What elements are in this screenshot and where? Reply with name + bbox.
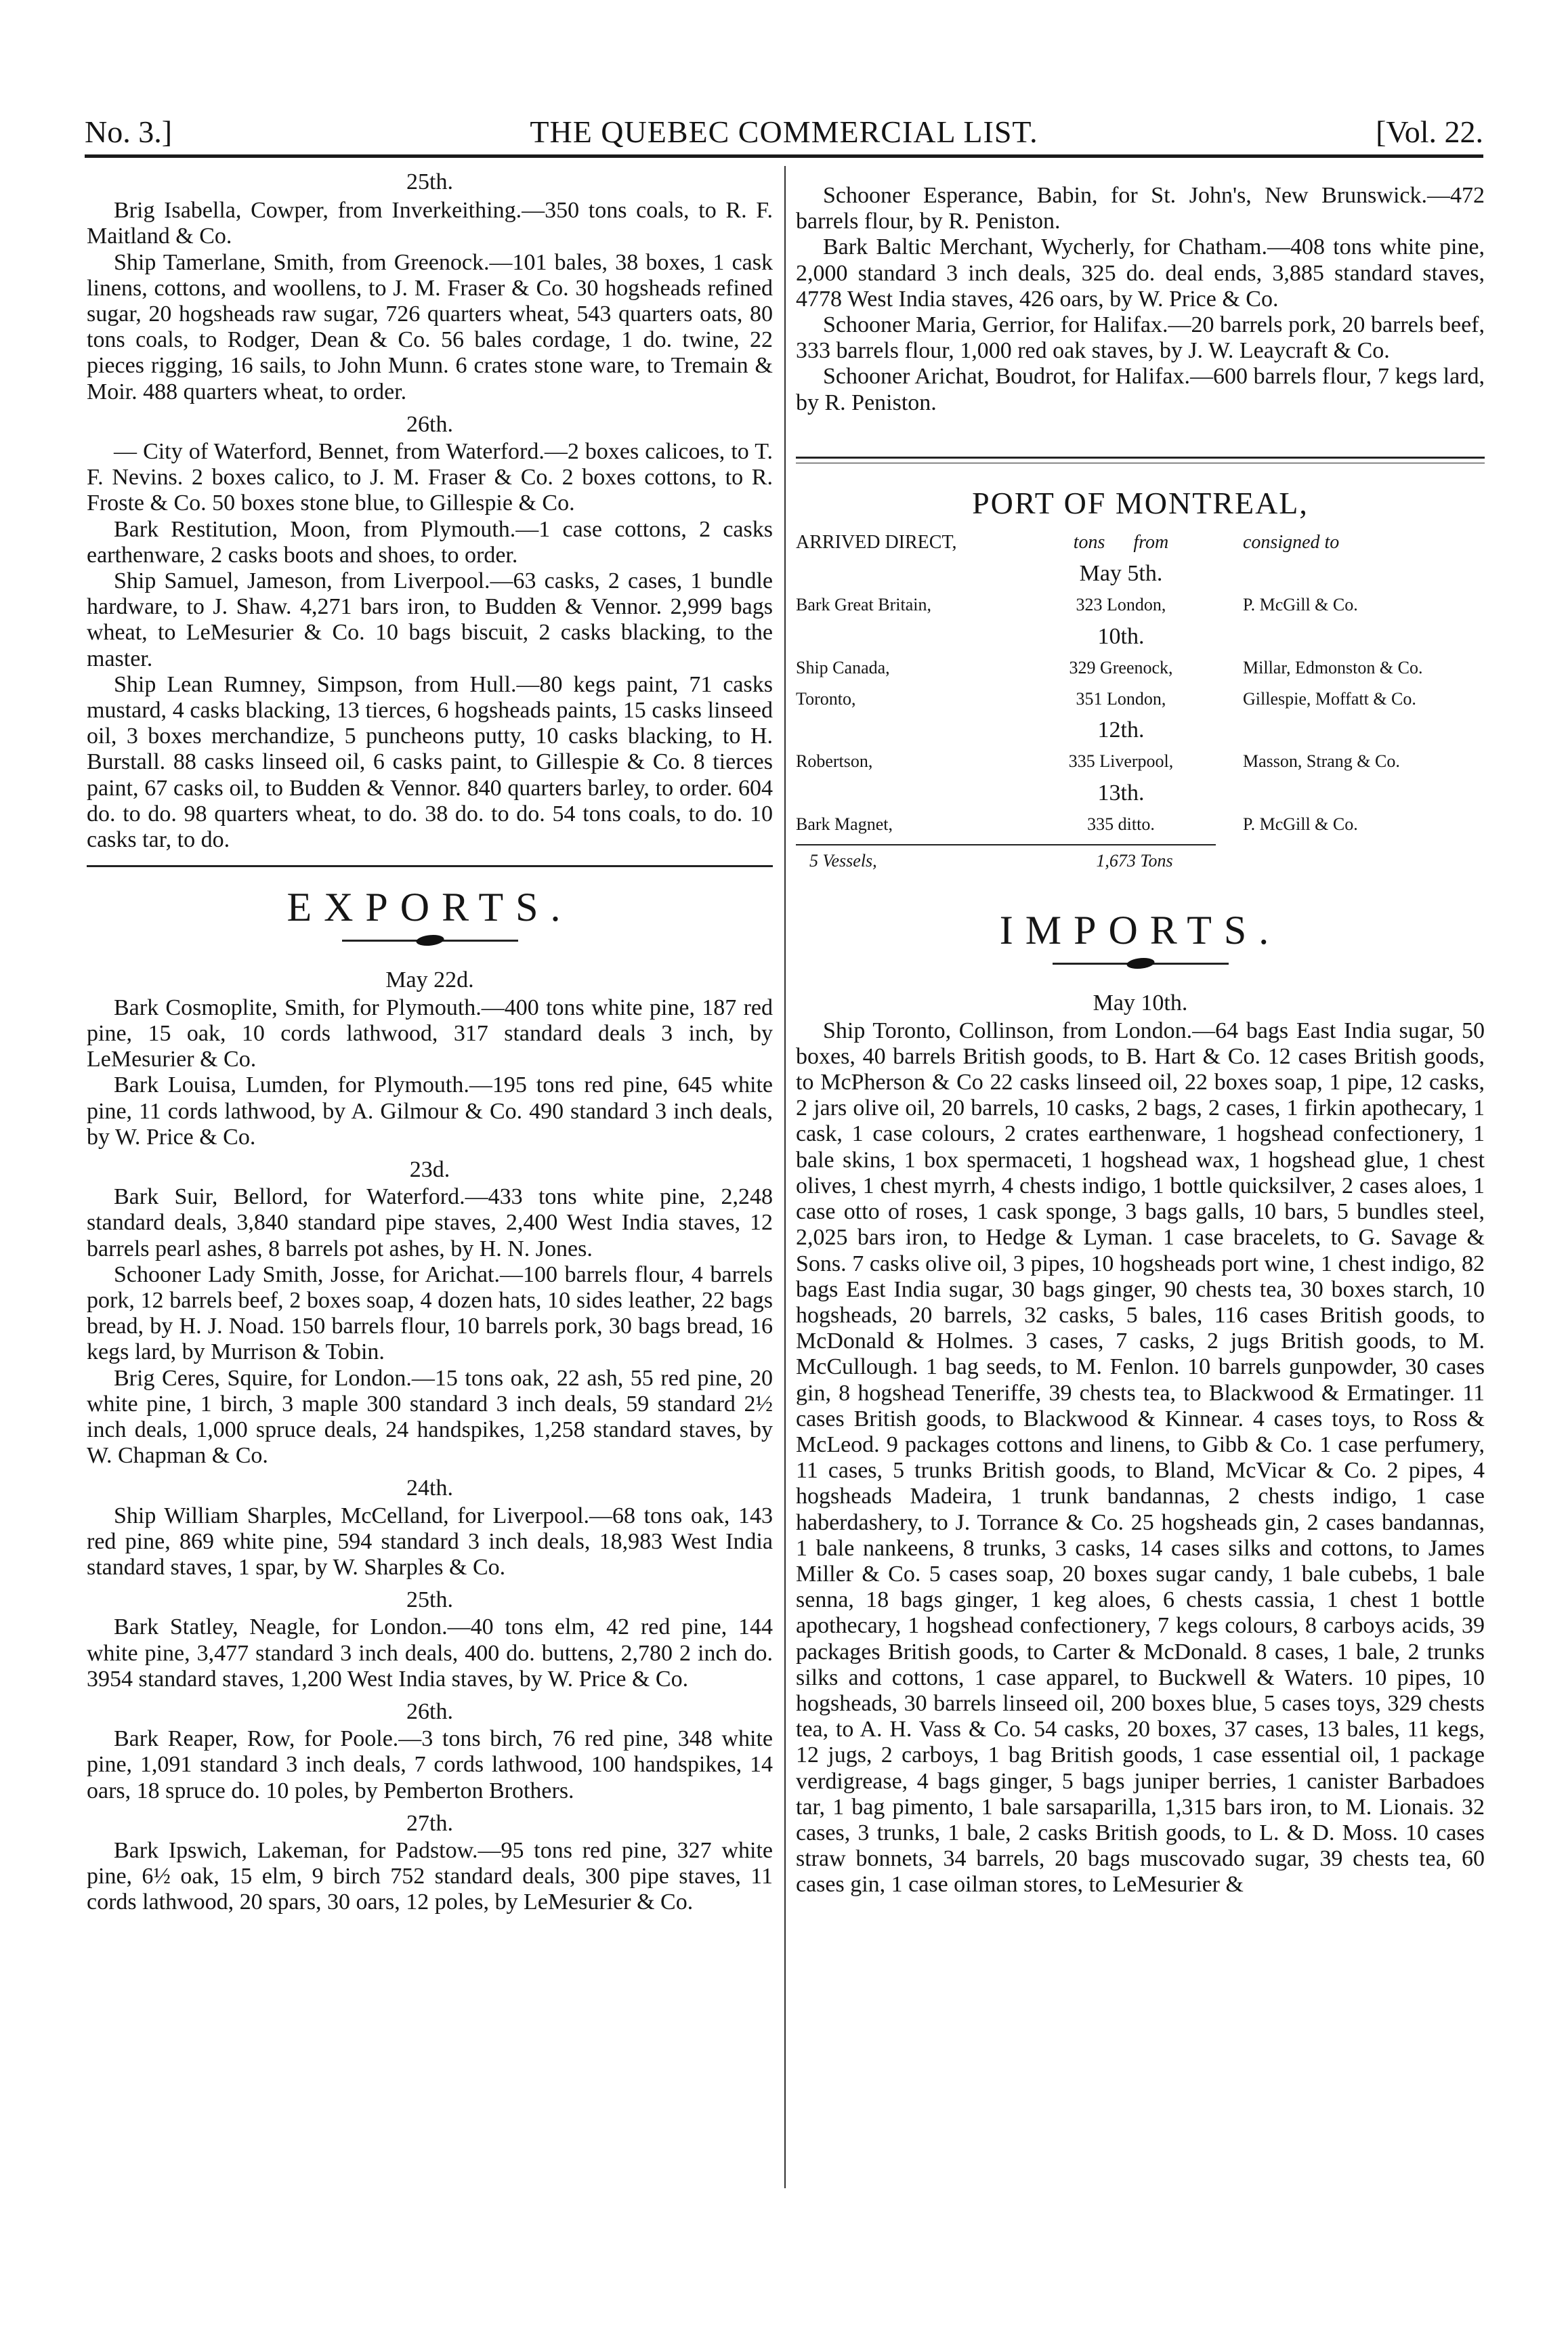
entry-paragraph: Bark Louisa, Lumden, for Plymouth.—195 tons red pine, 645 white pine, 11 cords lathwood, by A. Gilmour & Co. 490 standard 3 inch deals, by W. Price & Co. <box>87 1072 773 1150</box>
vessel-name: Robertson, <box>796 751 873 772</box>
entry-paragraph: Bark Cosmoplite, Smith, for Plymouth.—400 tons white pine, 187 red pine, 15 oak, 10 cords lathwood, 317 standard deals 3 inch, by LeMesurier & Co. <box>87 995 773 1072</box>
header-tons-from <box>999 527 1243 558</box>
tons-from: 335 ditto. <box>1087 814 1155 834</box>
date-heading: 25th. <box>406 169 453 194</box>
date-heading: 23d. <box>409 1156 450 1182</box>
consignee: Gillespie, Moffatt & Co. <box>1243 689 1416 709</box>
date-heading: 27th. <box>406 1810 453 1836</box>
arrival-date: 10th. <box>1097 623 1145 649</box>
tons-from: 351 London, <box>1076 689 1166 709</box>
header-rule <box>85 154 1483 158</box>
left-column <box>87 169 773 1916</box>
ornament-divider <box>1053 957 1229 970</box>
volume-number: [Vol. 22. <box>1376 114 1483 149</box>
entry-paragraph: Ship Samuel, Jameson, from Liverpool.—63 casks, 2 cases, 1 bundle hardware, to J. Shaw. 4,271 bars iron, to Budden & Vennor. 2,999 bags wheat, to LeMesurier & Co. 10 bags biscuit, 2 casks blacking, to the master. <box>87 568 773 671</box>
arrivals-list <box>87 439 773 853</box>
exports-list <box>87 967 773 1915</box>
arrival-date: May 5th. <box>1079 561 1163 587</box>
date-heading: 25th. <box>406 1587 453 1613</box>
date-heading: 24th. <box>406 1476 453 1501</box>
tons-from: 335 Liverpool, <box>1068 751 1174 772</box>
section-double-rule <box>796 457 1485 463</box>
arrivals-table-header <box>796 527 1485 558</box>
entry-paragraph: Bark Reaper, Row, for Poole.—3 tons birch, 76 red pine, 348 white pine, 1,091 standard 3 inch deals, 7 cords lathwood, 100 handspikes, 14 oars, 18 spruce do. 10 poles, by Pemberton Brothers. <box>87 1726 773 1803</box>
entry-paragraph: Ship Lean Rumney, Simpson, from Hull.—80 kegs paint, 71 casks mustard, 4 casks blacking, 13 tierces, 6 hogsheads paints, 15 casks linseed oil, 3 boxes merchandize, 5 puncheons putty, 10 casks blacking, to H. Burstall. 88 casks linseed oil, 6 casks paint, to Gillespie & Co. 8 tierces paint, 67 casks oil, to Budden & Vennor. 840 quarters barley, to order. 604 do. to do. 98 quarters wheat, to do. 38 do. to do. 54 tons coals, to do. 10 casks tar, to do. <box>87 671 773 853</box>
imports-paragraph: Ship Toronto, Collinson, from London.—64 bags East India sugar, 50 boxes, 40 barrels British goods, to B. Hart & Co. 12 cases British goods, to McPherson & Co 22 casks linseed oil, 22 boxes soap, 1 pipe, 12 casks, 2 jars olive oil, 20 barrels, 10 casks, 2 bags, 2 cases, 1 firkin apothecary, 1 cask, 1 case colours, 2 crates earthenware, 1 hogshead confectionery, 1 bale skins, 1 box spermaceti, 1 hogshead wax, 1 hogshead glue, 1 chest olives, 1 chest myrrh, 4 chests indigo, 1 bottle quicksilver, 2 cases aloes, 1 case otto of roses, 1 cask sponge, 3 bags galls, 10 bars, 5 bundles steel, 2,025 bars iron, to Hedge & Lyman. 1 case bracelets, to G. Savage & Sons. 7 casks olive oil, 3 pipes, 10 hogsheads port wine, 1 chest indigo, 82 bags East India sugar, 30 bags ginger, 90 chests tea, 30 boxes starch, 10 hogsheads, 20 barrels, 32 casks, 5 bales, 116 cases British goods, to McDonald & Holmes. 3 cases, 7 casks, 2 jugs British goods, to M. McCullough. 1 bag seeds, to M. Fenlon. 10 barrels gunpowder, 30 cases gin, 8 hogshead Teneriffe, 39 chests tea, to Blackwood & Ermatinger. 11 cases British goods, to Blackwood & Kinnear. 4 cases toys, to Ross & McLeod. 9 packages cottons and linens, to Gibb & Co. 1 case perfumery, 11 cases, 5 trunks British goods, to Bland, McVicar & Co. 2 pipes, 4 hogsheads Madeira, 1 trunk bandannas, 2 chests indigo, 1 case haberdashery, to J. Torrance & Co. 25 hogsheads gin, 2 cases bandannas, 1 bale nankeens, 8 trunks, 3 casks, 14 cases silks and cottons, to James Miller & Co. 5 cases soap, 20 boxes sugar candy, 1 bale cubebs, 1 bale senna, 18 bags ginger, 1 keg aloes, 6 chests cassia, 1 chest 1 bottle apothecary, 1 hogshead confectionery, 7 kegs colours, 8 carboys acids, 39 packages British goods, to Carter & McDonald. 8 cases, 1 bale, 2 trunks silks and cottons, 1 case apparel, to Buckwell & Waters. 10 pipes, 10 hogsheads, 30 barrels linseed oil, 200 boxes blue, 5 cases toys, 329 chests tea, to A. H. Vass & Co. 54 casks, 20 boxes, 37 cases, 13 bales, 11 kegs, 12 jugs, 2 carboys, 1 bag British goods, 1 case essential oil, 1 package verdigrease, 4 bags ginger, 5 bags juniper berries, 1 canister Barbadoes tar, 1 bag pimento, 1 bale sarsaparilla, 1,315 bars iron, to M. Lionais. 32 cases, 3 trunks, 1 bale, 2 casks British goods, to L. & D. Moss. 10 cases straw bonnets, 34 barrels, 20 bags muscovado sugar, 39 chests tea, 60 cases gin, 1 case oilman stores, to LeMesurier & <box>796 1018 1485 1898</box>
right-column <box>796 183 1485 1898</box>
arrival-date-row <box>796 558 1485 589</box>
vessel-name: Bark Magnet, <box>796 814 893 834</box>
vessel-name: Toronto, <box>796 689 856 709</box>
entry-paragraph: Schooner Maria, Gerrior, for Halifax.—20 barrels pork, 20 barrels beef, 333 barrels flour, 1,000 red oak staves, by J. W. Leaycraft & Co. <box>796 312 1485 364</box>
header-from: from <box>1133 532 1169 553</box>
section-rule <box>87 865 773 867</box>
entry-paragraph: Bark Suir, Bellord, for Waterford.—433 tons white pine, 2,248 standard deals, 3,840 standard pipe staves, 2,400 West India staves, 12 barrels pearl ashes, 8 barrels pot ashes, by H. N. Jones. <box>87 1184 773 1261</box>
header-consigned: consigned to <box>1243 532 1340 553</box>
arrival-row <box>796 809 1485 840</box>
tons-from: 329 Greenock, <box>1069 657 1173 677</box>
arrivals-table <box>796 527 1485 840</box>
arrival-date-row <box>796 715 1485 746</box>
date-heading: 26th. <box>406 411 453 437</box>
entry-paragraph: Brig Isabella, Cowper, from Inverkeithing.—350 tons coals, to R. F. Maitland & Co. <box>87 198 773 249</box>
arrival-row <box>796 746 1485 777</box>
arrivals-totals <box>796 845 1485 877</box>
arrival-date-row <box>796 621 1485 652</box>
ornament-divider <box>342 934 518 947</box>
vessel-name: Bark Great Britain, <box>796 595 931 615</box>
publication-title: THE QUEBEC COMMERCIAL LIST. <box>530 114 1038 149</box>
page-header <box>85 114 1483 154</box>
date-heading: 26th. <box>406 1698 453 1724</box>
entry-paragraph: Schooner Lady Smith, Josse, for Arichat.—100 barrels flour, 4 barrels pork, 12 barrels beef, 2 boxes soap, 4 dozen hats, 10 sides leather, 22 bags bread, by H. J. Noad. 150 barrels flour, 10 barrels pork, 30 bags bread, 16 kegs lard, by Murrison & Tobin. <box>87 1261 773 1365</box>
exports-heading: EXPORTS. <box>287 885 573 930</box>
column-divider <box>784 166 786 2188</box>
issue-number: No. 3.] <box>85 114 173 149</box>
entry-paragraph: Schooner Esperance, Babin, for St. John's, New Brunswick.—472 barrels flour, by R. Peniston. <box>796 183 1485 234</box>
entry-paragraph: Schooner Arichat, Boudrot, for Halifax.—600 barrels flour, 7 kegs lard, by R. Peniston. <box>796 364 1485 415</box>
entry-paragraph: Bark Restitution, Moon, from Plymouth.—1 case cottons, 2 casks earthenware, 2 casks boots and shoes, to order. <box>87 516 773 568</box>
entry-paragraph: Bark Baltic Merchant, Wycherly, for Chatham.—408 tons white pine, 2,000 standard 3 inch deals, 325 do. deal ends, 3,885 standard staves, 4778 West India staves, 426 oars, by W. Price & Co. <box>796 234 1485 312</box>
total-vessels: 5 Vessels, <box>809 851 877 871</box>
montreal-heading: PORT OF MONTREAL, <box>972 485 1309 520</box>
consignee: P. McGill & Co. <box>1243 595 1358 615</box>
consignee: Masson, Strang & Co. <box>1243 751 1400 772</box>
entry-paragraph: Bark Statley, Neagle, for London.—40 tons elm, 42 red pine, 144 white pine, 3,477 standard 3 inch deals, 400 do. buttens, 2,780 2 inch do. 3954 standard staves, 1,200 West India staves, by W. Price & Co. <box>87 1614 773 1692</box>
imports-heading: IMPORTS. <box>999 908 1281 953</box>
entry-paragraph: Ship William Sharples, McCelland, for Liverpool.—68 tons oak, 143 red pine, 869 white pine, 594 standard 3 inch deals, 18,983 West India standard staves, 1 spar, by W. Sharples & Co. <box>87 1503 773 1580</box>
arrival-row <box>796 652 1485 684</box>
header-arrived: ARRIVED DIRECT, <box>796 532 957 553</box>
clearances-list <box>796 183 1485 416</box>
entry-paragraph: Ship Tamerlane, Smith, from Greenock.—101 bales, 38 boxes, 1 cask linens, cottons, and woollens, to J. M. Fraser & Co. 30 hogsheads refined sugar, 20 hogsheads raw sugar, 726 quarters wheat, 543 quarters oats, 80 tons coals, to Rodger, Dean & Co. 56 bales cordage, 1 do. twine, 22 pieces rigging, 16 sails, to John Munn. 6 crates stone ware, to Tremain & Moir. 488 quarters wheat, to order. <box>87 249 773 404</box>
arrival-row <box>796 589 1485 621</box>
arrival-date-row <box>796 778 1485 809</box>
entry-paragraph: — City of Waterford, Bennet, from Waterford.—2 boxes calicoes, to T. F. Nevins. 2 boxes calico, to J. M. Fraser & Co. 2 boxes cottons, to R. Froste & Co. 50 boxes stone blue, to Gillespie & Co. <box>87 439 773 516</box>
consignee: Millar, Edmonston & Co. <box>1243 657 1423 677</box>
arrival-date: 13th. <box>1097 780 1145 806</box>
header-tons: tons <box>1073 532 1105 553</box>
date-heading: May 22d. <box>385 967 474 993</box>
arrivals-list <box>87 198 773 405</box>
arrival-date: 12th. <box>1097 717 1145 743</box>
consignee: P. McGill & Co. <box>1243 814 1358 834</box>
vessel-name: Ship Canada, <box>796 657 890 677</box>
entry-paragraph: Brig Ceres, Squire, for London.—15 tons oak, 22 ash, 55 red pine, 20 white pine, 1 birch, 3 maple 300 standard 3 inch deals, 59 standard 2½ inch deals, 1,000 spruce deals, 24 handspikes, 1,258 standard staves, by W. Chapman & Co. <box>87 1365 773 1469</box>
arrival-row <box>796 684 1485 715</box>
entry-paragraph: Bark Ipswich, Lakeman, for Padstow.—95 tons red pine, 327 white pine, 6½ oak, 15 elm, 9 birch 752 standard deals, 300 pipe staves, 11 cords lathwood, 20 spars, 30 oars, 12 poles, by LeMesurier & Co. <box>87 1837 773 1915</box>
total-tons: 1,673 Tons <box>1096 851 1173 871</box>
tons-from: 323 London, <box>1076 595 1166 615</box>
date-heading: May 10th. <box>1093 990 1188 1016</box>
